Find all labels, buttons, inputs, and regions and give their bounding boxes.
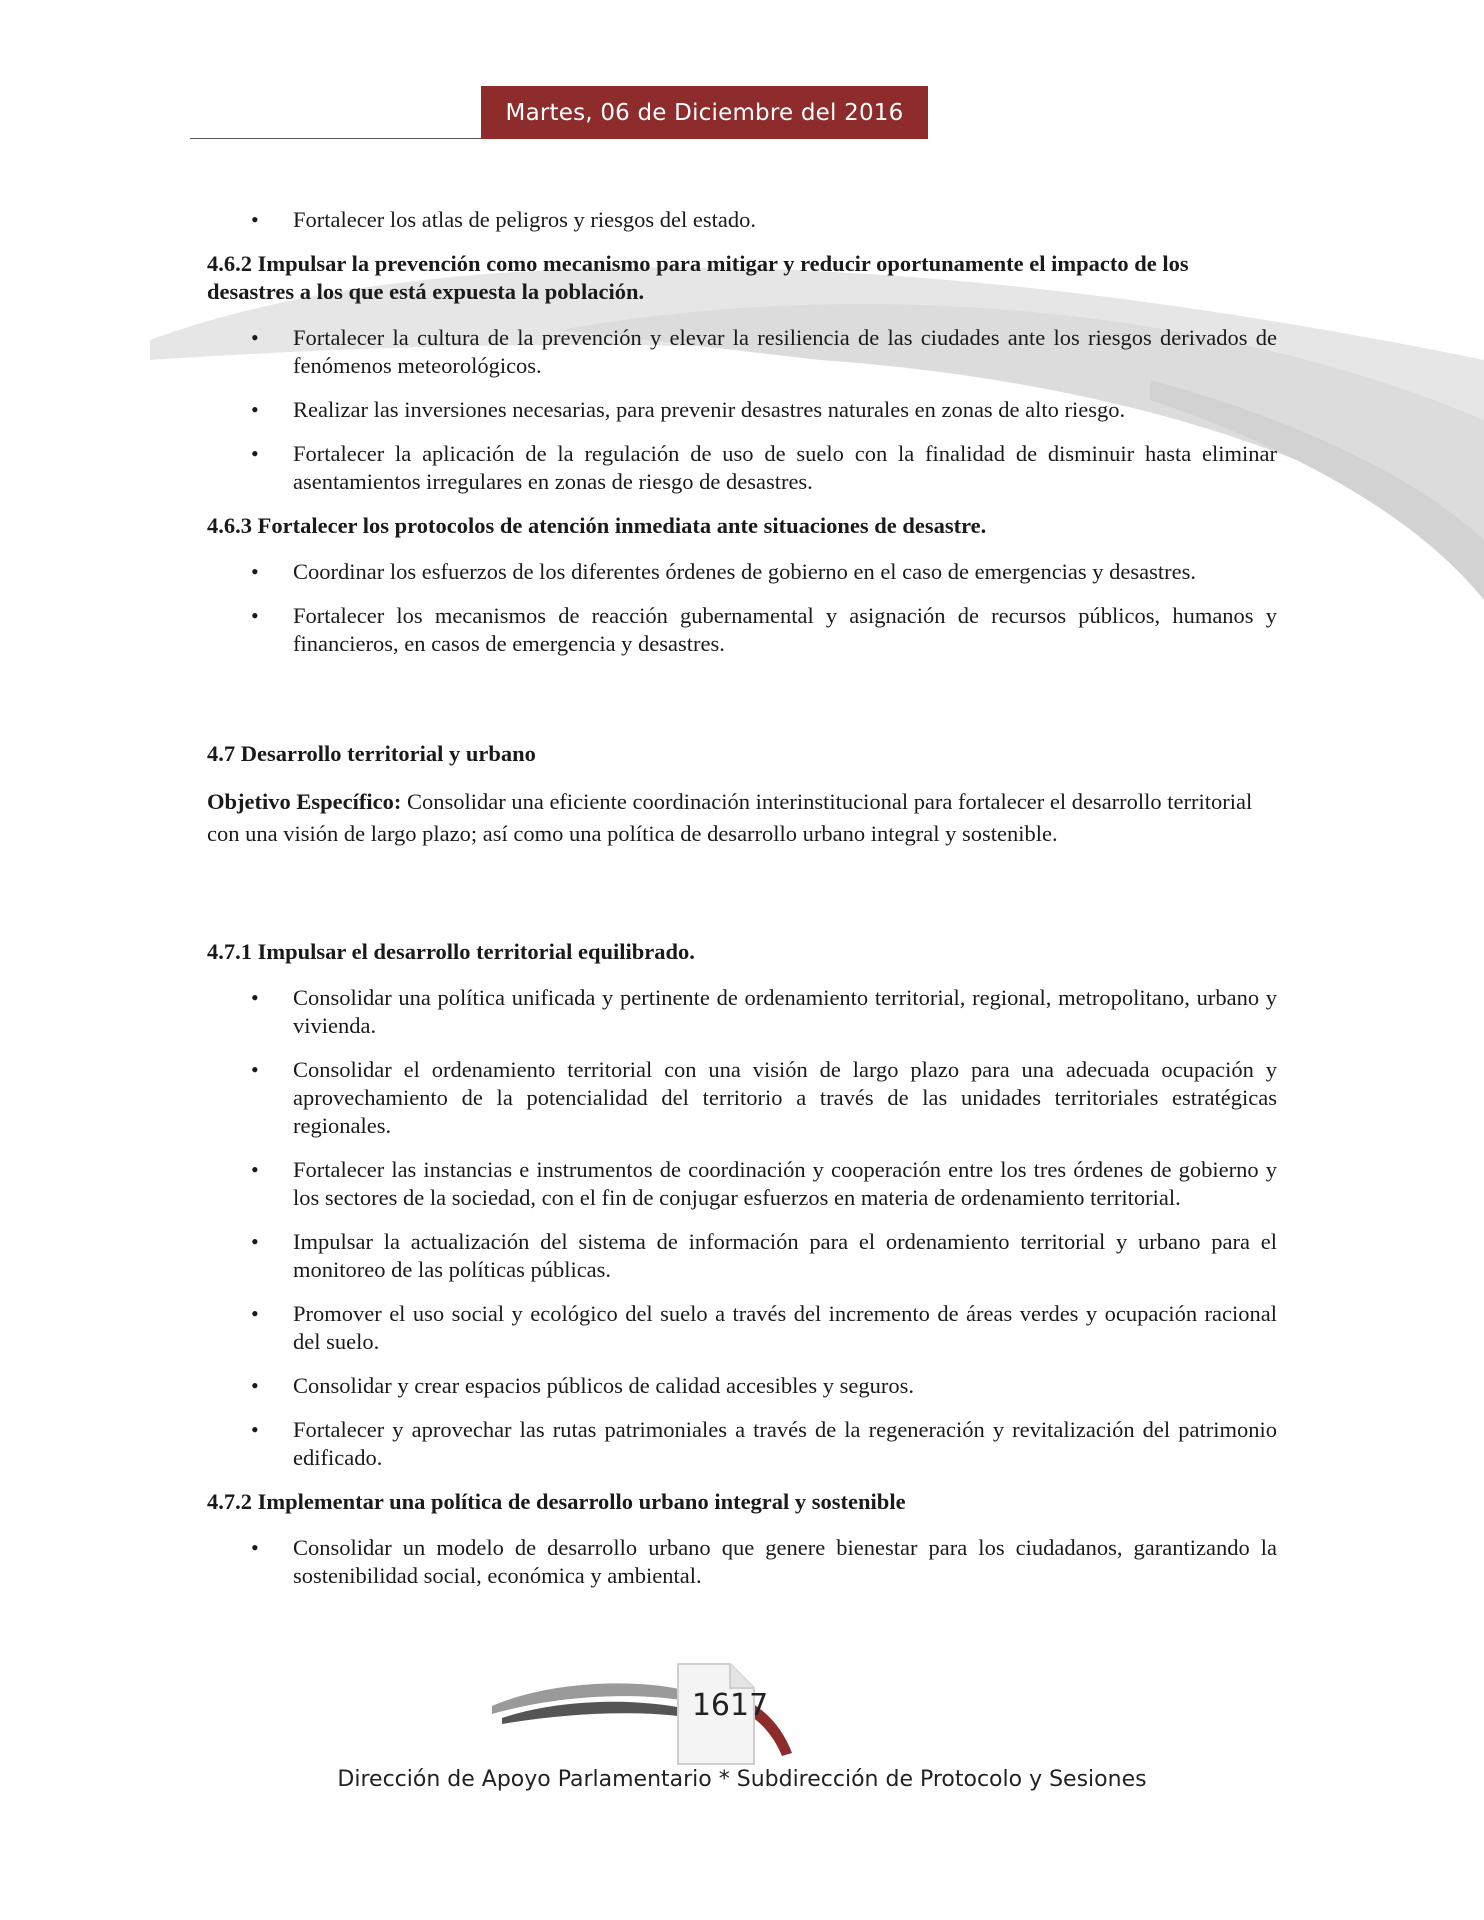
section-list-4-6-3 <box>207 558 1277 658</box>
section-heading-4-7-2: 4.7.2 Implementar una política de desarrollo urbano integral y sostenible <box>207 1489 906 1514</box>
header-date-banner <box>481 86 928 139</box>
spacer <box>207 868 1277 938</box>
section-list-4-6-2 <box>207 324 1277 496</box>
list-item: • Consolidar y crear espacios públicos de calidad accesibles y seguros. <box>293 1372 1277 1400</box>
section-heading-4-7-1: 4.7.1 Impulsar el desarrollo territorial equilibrado. <box>207 939 695 964</box>
list-item: • Impulsar la actualización del sistema de información para el ordenamiento territorial y urbano para el monitoreo de las políticas públicas. <box>293 1228 1277 1284</box>
footer-text: Dirección de Apoyo Parlamentario * Subdirección de Protocolo y Sesiones <box>337 1767 1147 1792</box>
list-item: • Fortalecer la aplicación de la regulación de uso de suelo con la finalidad de disminuir hasta eliminar asentamientos irregulares en zonas de riesgo de desastres. <box>293 440 1277 496</box>
list-item: • Fortalecer los mecanismos de reacción gubernamental y asignación de recursos públicos, humanos y financieros, en casos de emergencia y desastres. <box>293 602 1277 658</box>
document-body <box>207 206 1277 1606</box>
section-heading-4-6-2: 4.6.2 Impulsar la prevención como mecanismo para mitigar y reducir oportunamente el impacto de los desastres a los que está expuesta la población. <box>207 251 1189 304</box>
intro-list <box>207 206 1277 234</box>
list-item: • Promover el uso social y ecológico del suelo a través del incremento de áreas verdes y ocupación racional del suelo. <box>293 1300 1277 1356</box>
list-item: • Consolidar el ordenamiento territorial con una visión de largo plazo para una adecuada ocupación y aprovechamiento de la potencialidad del territorio a través de las unidades territoriales estratégicas regionales. <box>293 1056 1277 1140</box>
header-rule <box>190 138 481 139</box>
list-item: • Fortalecer las instancias e instrumentos de coordinación y cooperación entre los tres órdenes de gobierno y los sectores de la sociedad, con el fin de conjugar esfuerzos en materia de ordenamiento territorial. <box>293 1156 1277 1212</box>
list-item: • Fortalecer los atlas de peligros y riesgos del estado. <box>293 206 1277 234</box>
section-list-4-7-1 <box>207 984 1277 1472</box>
objective-paragraph <box>207 786 1277 850</box>
list-item: • Fortalecer la cultura de la prevención y elevar la resiliencia de las ciudades ante los riesgos derivados de fenómenos meteorológicos. <box>293 324 1277 380</box>
list-item: • Consolidar una política unificada y pertinente de ordenamiento territorial, regional, metropolitano, urbano y vivienda. <box>293 984 1277 1040</box>
section-list-4-7-2 <box>207 1534 1277 1590</box>
page-logo-icon <box>492 1658 832 1768</box>
objective-text: Consolidar una eficiente coordinación interinstitucional para fortalecer el desarrollo territorial con una visión de largo plazo; así como una política de desarrollo urbano integral y sostenible. <box>207 789 1253 846</box>
section-heading-4-6-3: 4.6.3 Fortalecer los protocolos de atención inmediata ante situaciones de desastre. <box>207 513 987 538</box>
list-item: • Consolidar un modelo de desarrollo urbano que genere bienestar para los ciudadanos, garantizando la sostenibilidad social, económica y ambiental. <box>293 1534 1277 1590</box>
page-number: 1617 <box>691 1688 769 1723</box>
spacer <box>207 674 1277 740</box>
section-heading-4-7: 4.7 Desarrollo territorial y urbano <box>207 741 536 766</box>
list-item: • Realizar las inversiones necesarias, para prevenir desastres naturales en zonas de alto riesgo. <box>293 396 1277 424</box>
list-item: • Fortalecer y aprovechar las rutas patrimoniales a través de la regeneración y revitalización del patrimonio edificado. <box>293 1416 1277 1472</box>
objective-label: Objetivo Específico: <box>207 789 402 814</box>
header-date: Martes, 06 de Diciembre del 2016 <box>505 99 904 126</box>
list-item: • Coordinar los esfuerzos de los diferentes órdenes de gobierno en el caso de emergencias y desastres. <box>293 558 1277 586</box>
